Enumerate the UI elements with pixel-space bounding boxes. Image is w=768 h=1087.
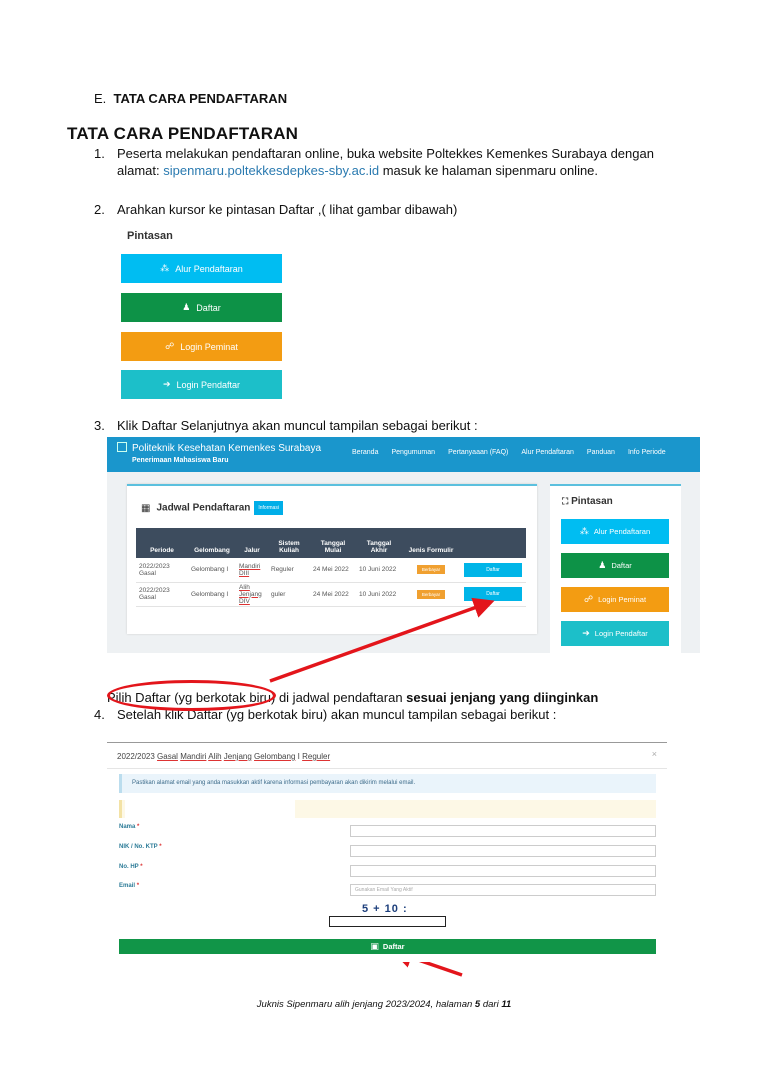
user-icon: ♟ (182, 302, 191, 313)
sign-in-icon: ➔ (582, 628, 590, 639)
brand-subtitle: Penerimaan Mahasiswa Baru (132, 457, 229, 464)
hp-input[interactable] (350, 865, 656, 877)
informasi-badge[interactable]: Informasi (254, 501, 283, 515)
step-text: Setelah klik Daftar (yg berkotak biru) akan muncul tampilan sebagai berikut : (117, 707, 557, 722)
side-login-peminat-button[interactable]: ☍ Login Peminat (561, 587, 669, 612)
register-icon: ▣ (370, 941, 379, 952)
captcha-question: 5 + 10 : (362, 903, 408, 915)
divider (107, 768, 667, 769)
nav-item-panduan[interactable]: Panduan (586, 449, 615, 456)
page-total: 11 (501, 999, 512, 1010)
col-akhir: Tanggal Akhir (356, 528, 402, 558)
section-title: TATA CARA PENDAFTARAN (113, 91, 288, 106)
nama-label: Nama * (119, 824, 140, 830)
side-alur-button[interactable]: ⁂ Alur Pendaftaran (561, 519, 669, 544)
step-text: Klik Daftar Selanjutnya akan muncul tampilan sebagai berikut : (117, 418, 478, 433)
col-periode: Periode (136, 528, 188, 558)
brand-title: Politeknik Kesehatan Kemenkes Surabaya (132, 443, 322, 454)
arrow-to-daftar (270, 603, 488, 681)
nik-input[interactable] (350, 845, 656, 857)
col-mulai: Tanggal Mulai (310, 528, 356, 558)
col-jalur: Jalur (236, 528, 268, 558)
daftar-row-button[interactable]: Daftar (464, 587, 522, 601)
nik-label: NIK / No. KTP * (119, 844, 162, 850)
alur-pendaftaran-button[interactable]: ⁂ Alur Pendaftaran (121, 254, 282, 283)
hp-label: No. HP * (119, 864, 143, 870)
warning-alert (119, 800, 656, 818)
side-daftar-button[interactable]: ♟ Daftar (561, 553, 669, 578)
captcha-input[interactable] (329, 916, 446, 927)
step-number: 4. (94, 707, 105, 722)
daftar-row-button[interactable]: Daftar (464, 563, 522, 577)
side-login-pendaftar-button[interactable]: ➔ Login Pendaftar (561, 621, 669, 646)
sitemap-icon: ⁂ (160, 263, 170, 274)
card-title: ▦ Jadwal Pendaftaran Informasi (141, 501, 283, 515)
caption-bold: sesuai jenjang yang diinginkan (406, 690, 599, 705)
nav-item-faq[interactable]: Pertanyaaan (FAQ) (448, 449, 509, 456)
pintasan-label: Pintasan (127, 230, 173, 242)
info-alert: Pastikan alamat email yang anda masukkan aktif karena informasi pembayaran akan dikirim melalui email. (119, 774, 656, 793)
website-link[interactable]: sipenmaru.poltekkesdepkes-sby.ac.id (163, 163, 380, 178)
login-pendaftar-button[interactable]: ➔ Login Pendaftar (121, 370, 282, 399)
nav-item-pengumuman[interactable]: Pengumuman (391, 449, 436, 456)
berbayar-badge: Berbayar (417, 590, 445, 599)
handshake-icon: ☍ (165, 341, 175, 352)
step-number: 1. (94, 146, 105, 161)
daftar-submit-button[interactable]: ▣ Daftar (119, 939, 656, 954)
close-icon[interactable]: × (651, 749, 657, 759)
col-gelombang: Gelombang (188, 528, 236, 558)
nav-item-alur[interactable]: Alur Pendaftaran (521, 449, 574, 456)
page-number: 5 (474, 999, 481, 1010)
step-number: 3. (94, 418, 105, 433)
col-sistem: Sistem Kuliah (268, 528, 310, 558)
page-footer: Juknis Sipenmaru alih jenjang 2023/2024, halaman 5 dari 11 (256, 999, 512, 1010)
nav-item-beranda[interactable]: Beranda (352, 449, 379, 456)
step-text: Peserta melakukan pendaftaran online, buka website Poltekkes Kemenkes Surabaya dengan alamat: sipenmaru.poltekkesdepkes-sby.ac.id masuk ke halaman sipenmaru online. (117, 146, 654, 178)
email-label: Email * (119, 883, 140, 889)
step-number: 2. (94, 202, 105, 217)
nama-input[interactable] (350, 825, 656, 837)
table-row: 2022/2023 Gasal Gelombang I Alih Jenjang DIV guler 24 Mei 2022 10 Juni 2022 Berbayar Daftar (136, 582, 526, 606)
sitemap-icon: ⁂ (579, 526, 589, 537)
side-title: ⛶ Pintasan (562, 496, 613, 507)
login-peminat-button[interactable]: ☍ Login Peminat (121, 332, 282, 361)
daftar-button[interactable]: ♟ Daftar (121, 293, 282, 322)
caption-text: Pilih Daftar (yg berkotak biru) (107, 690, 276, 705)
section-letter: E. (94, 91, 107, 106)
nav-item-info-periode[interactable]: Info Periode (627, 449, 666, 456)
form-modal-screenshot (107, 742, 667, 962)
page-title: TATA CARA PENDAFTARAN (67, 124, 299, 143)
road-icon: ⛶ (562, 497, 569, 507)
email-input[interactable]: Gunakan Email Yang Aktif (350, 884, 656, 896)
sign-in-icon: ➔ (162, 379, 171, 390)
user-icon: ♟ (598, 560, 607, 571)
calendar-icon: ▦ (141, 502, 151, 514)
col-formulir: Jenis Formulir (402, 528, 460, 558)
step-text: Arahkan kursor ke pintasan Daftar ,( lihat gambar dibawah) (117, 202, 458, 217)
berbayar-badge: Berbayar (417, 565, 445, 574)
modal-title: 2022/2023 Gasal Mandiri Alih Jenjang Gelombang I Reguler (117, 752, 331, 761)
handshake-icon: ☍ (583, 594, 594, 605)
table-row: 2022/2023 Gasal Gelombang I Mandiri DIII Reguler 24 Mei 2022 10 Juni 2022 Berbayar Daftar (136, 558, 526, 582)
